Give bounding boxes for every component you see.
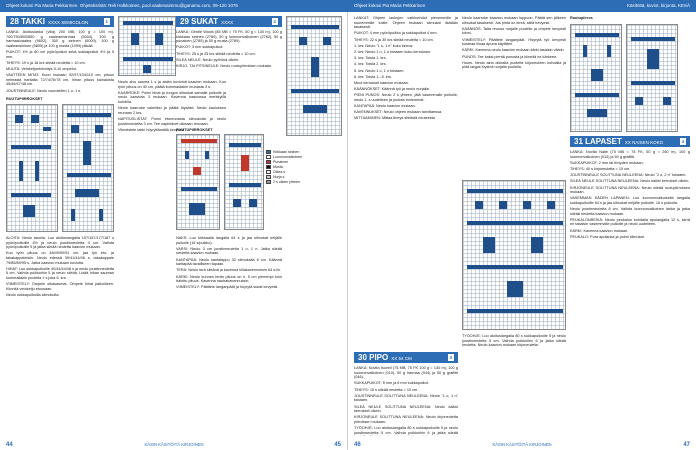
chart-title: Ruutupiirros <box>570 16 593 20</box>
paragraph: Neulo kaarroke valmiiksi ja päätä löysästi. Neulo kauluksen reunaan 2 krs. <box>118 106 226 115</box>
mitten-chart-1 <box>570 24 622 132</box>
paragraph: Viimeistele takki höyryttämällä kevyesti. <box>118 127 185 132</box>
paragraph: LANKA: Novita Nalle (75 MB = 75 FK, 50 g = 260 m), 100 g luonnonvalkoinen (010) ja 50 g grafiitti. <box>570 150 690 159</box>
sukat-instructions <box>176 16 282 126</box>
paragraph: KÄÄNNÖS: Taita reunus nurjalle puolelle ja ompele kevyesti kiinni. <box>462 26 566 36</box>
paragraph: KÄRKI: Kavenna neulo kaavion mukaan kärki tasaisin välein. <box>462 48 565 53</box>
sukat-instructions-continued <box>176 236 282 434</box>
chart-title: RUUTUPIIRROKSET <box>176 128 213 132</box>
legend-item: Punainen <box>266 160 346 165</box>
section-badge: 1 <box>105 19 108 24</box>
page-footer: KÄSIN KÄSITÖITÄ KIRJOINEN <box>492 442 552 447</box>
legend-item: Oikea s <box>266 170 346 175</box>
paragraph: Neulo kaarroke kaavion mukaan loppuun. Päätä sen jälkeen silmukat tasaisesti. Jos pinta on kireä, silitä kevyesti. <box>462 16 566 25</box>
paragraph: 2. krs: Neulo 1 n, 1 o toistaen koko kerroksen. <box>354 49 432 54</box>
paragraph: HIHAT: Luo sukkapuikoille 40/44/44/48 s ja neulo joustinneuletta 5 cm. Vaihda puikkoihin 5 ja neulo sileää. Lisää hihan sauman kummallakin puolella 1 s joka 6. krs. <box>6 266 114 280</box>
section-title-pipo: 30 PIPO XX 54 CM 3 <box>354 352 458 363</box>
paragraph: 6. krs: Toista 1.–5. krs. <box>354 74 392 79</box>
paragraph: SUKKAPUIKOT: 5 mm ja 6 mm sukkapuikot. <box>354 381 429 386</box>
page-number: 45 <box>334 442 341 448</box>
knitting-chart-1 <box>6 104 58 232</box>
page-number: 46 <box>354 442 361 448</box>
paragraph: Muut kerrokset kaavion mukaan. <box>354 80 409 85</box>
paragraph: 5. krs: Neulo 1 o, 1 n toistaen. <box>354 68 405 73</box>
legend-item: 2 s oikein yhteen <box>266 180 346 185</box>
paragraph: SILEÄ NEULE SOLITTUNA NEULEENA: Neulo kaikki kerrokset oikein. <box>354 404 458 414</box>
paragraph: LANKA: Gentle Wools (85 MB = 75 FK, 50 g = 130 m), 100 g kirkkaan sininen (2780), 50 g luonnonvalkoinen (2782), 50 g punainen (2785) ja 50 g musta (2789). <box>176 30 282 44</box>
paragraph: VIIMEISTELY: Ompele olkasaumat. Ompele hihat paikoilleen. Kiinnitä vetoketju etuosaan. <box>6 282 114 291</box>
paragraph: KAARROKE: Poimi hihat ja rungon silmukat samalle puikolle ja neulo kaaviota 3 mukaan. Kavenna kaaviossa merkityillä kohdilla. <box>118 90 226 104</box>
paragraph: TIHEYS: 22 s ja 30 krs sileää neuletta = 10 cm. <box>354 37 434 42</box>
paragraph: SILEÄ NEULE SOLITTUNA NEULEENA: Neulo kaikki kerrokset oikein. <box>570 179 690 184</box>
mitten-chart-2 <box>626 24 678 132</box>
paragraph: LANKAT: Ohjeen lankojen vaihtoehdot pienemmille ja suuremmille koille. Ohjeen mukaan silmukat lisätään tasaisesti. <box>354 16 458 30</box>
header-tabs: Käsitöitä, kuviot, kirjonta, KESÄ <box>626 3 690 8</box>
paragraph: PUIKOT: 3 mm sukkapuikot. <box>176 45 224 50</box>
paragraph: TIHEYS: 25 s ja 25 krs sileää neuletta = 10 cm. <box>176 51 256 56</box>
legend-item: Luonnonvalkoinen <box>266 155 346 160</box>
page-header <box>0 0 348 12</box>
paragraph: SILEÄ NEULE: Neulo pyörönä oikein. <box>176 57 240 62</box>
knitting-chart-4 <box>286 16 342 136</box>
paragraph: TYÖOHJE: Luo aloituslangalla 80 s sukkapuikoille 5 ja neulo joustinneuletta 5 cm. Vaihda puikkoihin 6 ja jatka sileää <box>354 426 458 435</box>
paragraph: VARSI: Neulo 3 cm joustinneuletta 1 o, 1 n. Jatka sileää neuletta kaavion mukaan. <box>176 246 282 256</box>
paragraph: 1. krs: Neulo "1 o, 1 n" koko kerros. <box>354 43 414 48</box>
paragraph: KIRJONEULE SOLITTUNA NEULEENA: Neulo sileää ruutupiirroksen mukaan. <box>570 185 690 195</box>
paragraph: NAKS: Luo kirkkaalla langalla 64 s ja jaa silmukat neljälle puikolle (16 s/puikko). <box>176 236 282 245</box>
legend-item: Musta <box>266 165 346 170</box>
paragraph: Neulo joustinneuletta 8 cm. Vaihda luonnonvalkoinen lanka ja jatka sileää neuletta kaavion mukaan. <box>570 207 690 216</box>
paragraph: PUNOS: Tee kaksi pientä punosta ja kiinnitä ne kärkeen. <box>462 54 558 59</box>
paragraph: TIHEYS: 15 s sileää neuletta = 10 cm. <box>354 387 419 392</box>
section-badge: 3 <box>449 355 452 360</box>
paragraph: MITTAAMINEN: Mittaa tiheys sileästä neuleesta. <box>354 116 436 121</box>
paragraph: LANKA: Aloituslanka (villa) 200 MB, 100 g = 100 m). 700/750/800/850 g vaaleanharmaa (5004), 100 g harmaa/vaalea (9602), 300 g sininen (6000), 100 g vaaleansininen (5805) ja 100 g musta (1099) pitkää. <box>6 30 114 48</box>
header-text: Ohjeet kokosi Pia Maria Pekkarinen <box>354 3 426 8</box>
chart-title: RUUTUPIIRROKSET <box>6 97 43 101</box>
section-badge: 2 <box>273 19 276 24</box>
intro-instructions <box>354 16 458 274</box>
paragraph: PEUKALO: Pura apulanka ja poimi silmukat. <box>570 234 645 239</box>
legend-item: Kirkkaan sininen <box>266 150 346 155</box>
paragraph: SUKKAPUIKOT: 2 mm tai tiiviyden mukaan. <box>570 160 644 165</box>
paragraph: TIHEYS: 40 s kirjoneuletta = 10 cm. <box>570 166 631 171</box>
lapaset-instructions <box>570 136 690 434</box>
paragraph: PEUKALONREIKÄ: Neulo peukalon kohdalla apulangalla 12 s, siirrä ne takaisin vasemmalle puikolle ja neulo uudelleen. <box>570 217 690 227</box>
pipo-instructions-col2 <box>462 16 566 176</box>
paragraph: VASEMMAN KÄDEN LAPANEN: Luo luonnonvalkoisella langalla sukkapuikoille 64 s ja jaa silmukat neljälle puikolle, 16 s puikolla. <box>570 196 690 205</box>
sock-chart-1 <box>176 134 220 230</box>
paragraph: PUIKOT: 4½ ja 80 cm pyöröpuikot sekä sukkapuikot 4½ ja 5 mm. <box>6 49 114 59</box>
paragraph: LANKA: Novita Isoveli (75 MB, 75 FK 100 g = 130 m), 100 g luonnonvalkoinen (010), 50 g harmaa (044) ja 50 g grafiitti (046). <box>354 366 458 380</box>
paragraph: TYÖOHJE: Luo aloituslangalla 80 s sukkapuikoille 5 ja neulo joustinneuletta 5 cm. Vaihda puikkoihin 6 ja jatka sileää neuletta. Neulo kaavion mukaan kirjoneuletta. <box>462 334 566 348</box>
sock-chart-2 <box>224 134 264 230</box>
paragraph: ALOITA: Neulo tasolla. Luo aloituslangalla 157/167/177/187 s pyöröpuikoille 4½ ja neulo joustinneuletta 4 cm. Vaihda pyöröpuikoille 5 ja jatka sileää neuletta kaavion mukaan. <box>6 236 114 250</box>
header-text: Ohjeet kokosi Pia Maria Pekkarinen. Ohjetekstistä: Reli Holkkoinen, puol.vaakesaimmu@ganamu.com, 09-120 1076 <box>6 3 238 8</box>
chart-legend <box>266 150 346 185</box>
paragraph: JOUSTINNEULE SOLITTUNA NEULEENA: Neulo "1 o, 1 n" toistaen. <box>354 393 458 403</box>
section-title-lapaset: 31 LAPASET XX NAISEN KOKO 4 <box>570 136 690 147</box>
paragraph: KÄRKI: Neulo kunnes terän pituus on n. 5 cm pienempi kuin haluttu pituus. Kavenna nauhakavennuksin. <box>176 274 282 284</box>
page-number: 47 <box>683 442 690 448</box>
paragraph: JOUSTINNEULE SOLITTUNA NEULEENA: Neulo "2 o, 2 n" toistaen. <box>570 173 687 178</box>
paragraph: VIIMEISTELY: Päättele langanpäät. Höyrytä työ kevyesti kosteaa liinaa apuna käyttäen. <box>462 37 566 47</box>
page-number: 44 <box>6 442 13 448</box>
paragraph: TIHEYS: 19 s ja 18 krs sileää neuletta = 10 cm. <box>6 60 86 65</box>
section-title-sukat: 29 SUKAT XXXX 2 <box>176 16 282 27</box>
paragraph: VIIMEISTELY: Päättele langanpäät ja höyrytä sukat kevyesti. <box>176 285 279 290</box>
takki-instructions <box>6 16 114 94</box>
paragraph: KÄÄNNÖKSET: Käännä työ ja neulo nurjalta. <box>354 87 430 92</box>
section-title-takki: 28 TAKKI XXXX SEMICOLON 1 <box>6 16 114 27</box>
paragraph: Kun työn pituus on 48/49/50/51 cm, jaa työ etu- ja takakappaleisiin. Neulo edessä 39/41/44/46 s, takakappale 79/85/89/95 s. Jatka kaavion mukaan kuvioita. <box>6 251 114 265</box>
paragraph: MUUTA: Vetoketjunkiinnitys 5-10 ompelut. <box>6 66 77 71</box>
paragraph: KANTAPÄÄ: Neulo kantalappu 32 silmukalla 6 cm. Käännä kantapää tavalliseen tapaan. <box>176 257 282 267</box>
paragraph: PIENI PUNOS: Neulo 2 o yhteen, jätä vasemmalle puikolle, neulo 1. s uudelleen ja pudota molemmat. <box>354 93 458 102</box>
section-badge: 4 <box>681 139 684 144</box>
hat-chart <box>462 180 566 330</box>
paragraph: KIRJONEULE SOLITTUNA NEULEENA: Neulo kirjoneuletta piirroksen mukaan. <box>354 415 458 424</box>
pipo-instructions <box>354 352 458 436</box>
pipo-notes <box>462 334 566 434</box>
paragraph: KIRJO- TAI PITSINEULE: Neulo ruutupiirroksen mukaan. <box>176 63 273 68</box>
legend-item: Nurja s <box>266 175 346 180</box>
paragraph: VAATTEEN MITAT: Koon mukaan 92/97/104/110 cm, pituus helmasta hartialta 72/74/76/78 cm, hihan pituus kainalosta 45/46/47/48 cm. <box>6 73 114 87</box>
knitting-chart-2 <box>62 104 114 232</box>
paragraph: 3. krs: Toista 1. krs. <box>354 56 387 61</box>
paragraph: KÄRKI: Kavenna kaavion mukaan. <box>570 228 629 233</box>
paragraph: PUIKOT: 4 mm pyöröpuikko ja sukkapuikot 4 mm. <box>354 31 438 36</box>
paragraph: KANTAPÄÄ: Neulo kaavion mukaan. <box>354 104 416 109</box>
paragraph: NAPITUSLISTAT: Poimi etureunasta silmukoita ja neulo joustinneuletta 3 cm. Tee napinlävet oikeaan reunaan. <box>118 116 226 126</box>
knitting-chart-3 <box>118 16 176 76</box>
paragraph: KAVENNUKSET: Neulo ohjeen mukaan tarvittaessa. <box>354 110 443 115</box>
page-header <box>348 0 696 12</box>
paragraph: Neulo sivu sauma 1 s ja aloita kuviointi kaavion mukaan. Kun työn pituus on 40 cm, päätä kummastakin reunasta 3 s. <box>118 80 226 89</box>
paragraph: Huom. Neulo aina oikealta puolelta kirjoneuleen kohdalla ja pidä langat löysinä nurjalla puolella. <box>462 60 566 70</box>
right-page <box>348 0 696 450</box>
paragraph: 4. krs: Toista 2. krs. <box>354 62 387 67</box>
paragraph: Neulo sukkapuikoilla silmukoita. <box>6 292 60 297</box>
paragraph: JOUSTINNEULE: Neulo vuorotellen 1 o, 1 n. <box>6 88 82 93</box>
page-footer: KÄSIN KÄSITÖITÄ KIRJOINEN <box>144 442 204 447</box>
takki-instructions-continued <box>6 236 114 434</box>
paragraph: TERÄ: Neulo terä sileänä ja kavenna kiilakavennuksin 64 s:iin. <box>176 268 282 273</box>
